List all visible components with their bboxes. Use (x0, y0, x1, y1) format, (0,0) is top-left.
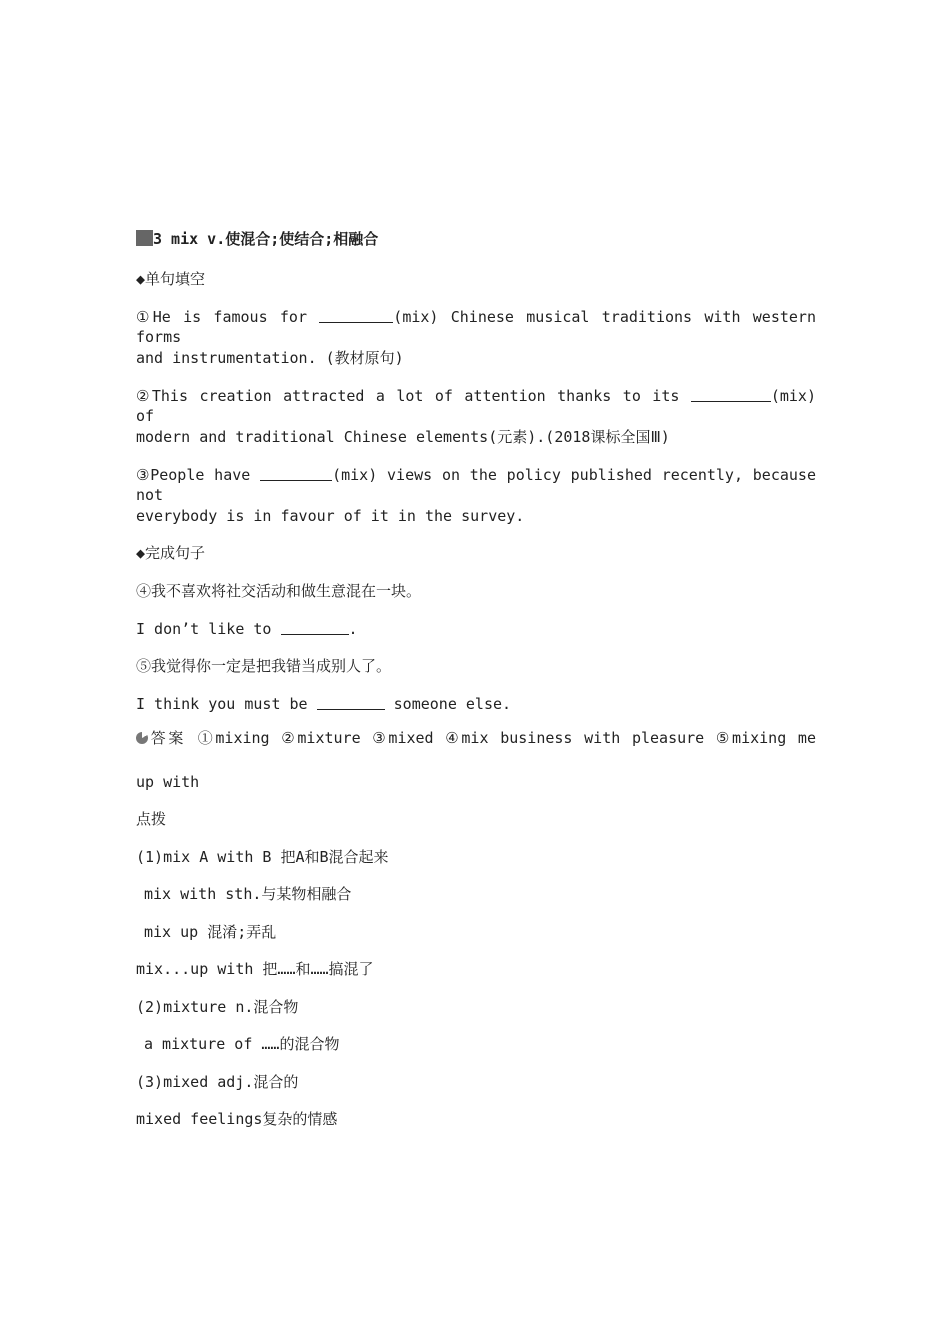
section-title: 单句填空 (145, 270, 206, 288)
diamond-bullet-icon: ◆ (136, 270, 146, 288)
tips-title: 点拨 (136, 810, 167, 828)
question-2-line-1: ②This creation attracted a lot of attention thanks to its (mix) of (136, 387, 816, 425)
tip-item: mix up 混淆;弄乱 (144, 923, 277, 941)
question-1-line-2: and instrumentation. (教材原句) (136, 349, 404, 367)
section-complete-sentences (136, 543, 816, 563)
tip-item: (2)mixture n.混合物 (136, 998, 299, 1016)
answer-icon (136, 732, 148, 744)
question-1-line-1: ①He is famous for (mix) Chinese musical traditions with western forms (136, 308, 816, 346)
answer-blank-3 (260, 466, 332, 481)
answer-line-1: 答案 ①mixing ②mixture ③mixed ④mix business with pleasure ⑤mixing me (136, 728, 816, 748)
answer-blank-4 (281, 620, 349, 635)
tip-item: a mixture of ……的混合物 (144, 1035, 340, 1053)
question-5-english: I think you must be someone else. (136, 695, 512, 713)
tip-item: mix...up with 把……和……搞混了 (136, 960, 374, 978)
tip-item: (1)mix A with B 把A和B混合起来 (136, 848, 389, 866)
section-title: 完成句子 (145, 544, 206, 562)
answer-blank-5 (317, 695, 385, 710)
entry-heading-text: 3 mix v.使混合;使结合;相融合 (153, 230, 379, 248)
diamond-bullet-icon: ◆ (136, 544, 146, 562)
question-2-line-2: modern and traditional Chinese elements(元素).(2018课标全国Ⅲ) (136, 428, 670, 446)
answer-label: 答案 (148, 729, 187, 747)
answer-blank-2 (691, 387, 771, 402)
question-5-chinese: ⑤我觉得你一定是把我错当成别人了。 (136, 657, 392, 675)
question-3-line-1: ③People have (mix) views on the policy published recently, because not (136, 466, 816, 504)
square-bullet-icon (136, 230, 153, 246)
section-single-sentence-fill (136, 269, 816, 289)
question-3-line-2: everybody is in favour of it in the survey. (136, 507, 525, 525)
tip-item: (3)mixed adj.混合的 (136, 1073, 299, 1091)
tip-item: mix with sth.与某物相融合 (144, 885, 352, 903)
question-4-english: I don’t like to . (136, 620, 358, 638)
entry-heading (136, 229, 816, 249)
tip-item: mixed feelings复杂的情感 (136, 1110, 338, 1128)
answer-line-2: up with (136, 773, 200, 791)
question-4-chinese: ④我不喜欢将社交活动和做生意混在一块。 (136, 582, 422, 600)
answer-blank-1 (319, 308, 393, 323)
